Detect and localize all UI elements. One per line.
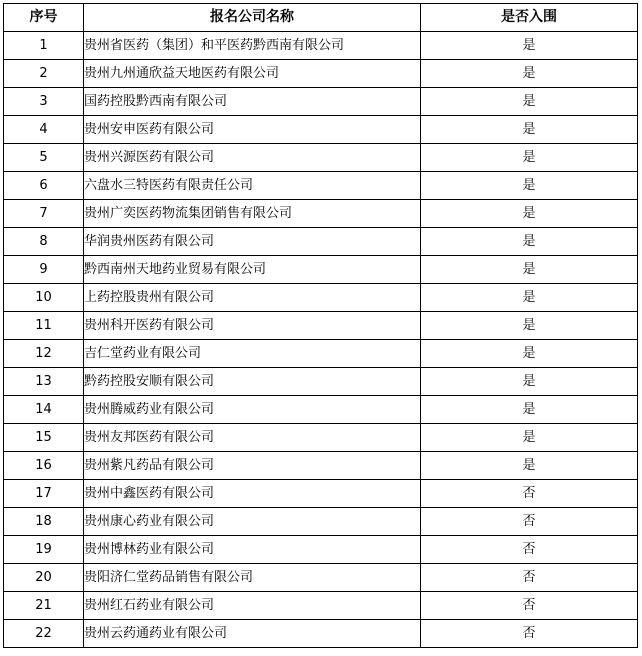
shortlisted-status: 是 — [421, 312, 638, 340]
table-header — [4, 4, 638, 32]
shortlisted-status: 是 — [421, 340, 638, 368]
company-name: 贵州康心药业有限公司 — [84, 508, 421, 536]
company-name: 贵州省医药（集团）和平医药黔西南有限公司 — [84, 32, 421, 60]
row-number: 21 — [4, 592, 84, 620]
company-name: 贵州安申医药有限公司 — [84, 116, 421, 144]
company-name: 贵州九州通欣益天地医药有限公司 — [84, 60, 421, 88]
table-row — [4, 256, 638, 284]
row-number: 3 — [4, 88, 84, 116]
shortlisted-status: 否 — [421, 480, 638, 508]
row-number: 9 — [4, 256, 84, 284]
table-row — [4, 536, 638, 564]
row-number: 18 — [4, 508, 84, 536]
shortlisted-status: 否 — [421, 564, 638, 592]
table-row — [4, 116, 638, 144]
shortlisted-status: 否 — [421, 592, 638, 620]
table-row — [4, 396, 638, 424]
company-name: 贵州兴源医药有限公司 — [84, 144, 421, 172]
shortlisted-status: 是 — [421, 452, 638, 480]
table-row — [4, 620, 638, 648]
row-number: 20 — [4, 564, 84, 592]
table-row — [4, 228, 638, 256]
row-number: 22 — [4, 620, 84, 648]
row-number: 12 — [4, 340, 84, 368]
shortlisted-status: 是 — [421, 256, 638, 284]
row-number: 4 — [4, 116, 84, 144]
company-name: 贵州广奕医药物流集团销售有限公司 — [84, 200, 421, 228]
row-number: 10 — [4, 284, 84, 312]
table-row — [4, 200, 638, 228]
table-row — [4, 340, 638, 368]
shortlisted-status: 是 — [421, 368, 638, 396]
header-no: 序号 — [4, 4, 84, 32]
shortlisted-status: 是 — [421, 200, 638, 228]
row-number: 8 — [4, 228, 84, 256]
header-shortlisted: 是否入围 — [421, 4, 638, 32]
table-row — [4, 32, 638, 60]
row-number: 5 — [4, 144, 84, 172]
row-number: 13 — [4, 368, 84, 396]
row-number: 16 — [4, 452, 84, 480]
company-name: 国药控股黔西南有限公司 — [84, 88, 421, 116]
shortlisted-status: 是 — [421, 116, 638, 144]
table-row — [4, 284, 638, 312]
shortlisted-status: 是 — [421, 172, 638, 200]
table-row — [4, 452, 638, 480]
row-number: 1 — [4, 32, 84, 60]
row-number: 7 — [4, 200, 84, 228]
shortlisted-status: 是 — [421, 60, 638, 88]
company-name: 贵州科开医药有限公司 — [84, 312, 421, 340]
shortlisted-status: 否 — [421, 620, 638, 648]
table-row — [4, 508, 638, 536]
table-row — [4, 368, 638, 396]
shortlisted-status: 是 — [421, 424, 638, 452]
table-row — [4, 172, 638, 200]
company-name: 贵阳济仁堂药品销售有限公司 — [84, 564, 421, 592]
row-number: 14 — [4, 396, 84, 424]
company-name: 贵州博林药业有限公司 — [84, 536, 421, 564]
row-number: 6 — [4, 172, 84, 200]
company-name: 黔西南州天地药业贸易有限公司 — [84, 256, 421, 284]
shortlisted-status: 否 — [421, 536, 638, 564]
company-name: 黔药控股安顺有限公司 — [84, 368, 421, 396]
row-number: 15 — [4, 424, 84, 452]
table-row — [4, 424, 638, 452]
table-row — [4, 592, 638, 620]
header-company-name: 报名公司名称 — [84, 4, 421, 32]
row-number: 17 — [4, 480, 84, 508]
company-name: 贵州友邦医药有限公司 — [84, 424, 421, 452]
shortlisted-status: 是 — [421, 396, 638, 424]
table-row — [4, 60, 638, 88]
table-row — [4, 480, 638, 508]
row-number: 19 — [4, 536, 84, 564]
shortlisted-status: 是 — [421, 284, 638, 312]
company-name: 贵州腾威药业有限公司 — [84, 396, 421, 424]
table-row — [4, 88, 638, 116]
shortlisted-status: 是 — [421, 32, 638, 60]
table-body — [4, 32, 638, 648]
company-name: 六盘水三特医药有限责任公司 — [84, 172, 421, 200]
company-name: 吉仁堂药业有限公司 — [84, 340, 421, 368]
row-number: 2 — [4, 60, 84, 88]
shortlisted-status: 是 — [421, 88, 638, 116]
shortlisted-status: 是 — [421, 228, 638, 256]
table-row — [4, 312, 638, 340]
shortlisted-status: 是 — [421, 144, 638, 172]
results-table — [3, 3, 638, 648]
company-name: 贵州红石药业有限公司 — [84, 592, 421, 620]
table-row — [4, 564, 638, 592]
header-row — [4, 4, 638, 32]
shortlisted-status: 否 — [421, 508, 638, 536]
company-name: 贵州云药通药业有限公司 — [84, 620, 421, 648]
table-row — [4, 144, 638, 172]
row-number: 11 — [4, 312, 84, 340]
company-name: 华润贵州医药有限公司 — [84, 228, 421, 256]
company-name: 贵州中鑫医药有限公司 — [84, 480, 421, 508]
company-name: 贵州紫凡药品有限公司 — [84, 452, 421, 480]
company-name: 上药控股贵州有限公司 — [84, 284, 421, 312]
